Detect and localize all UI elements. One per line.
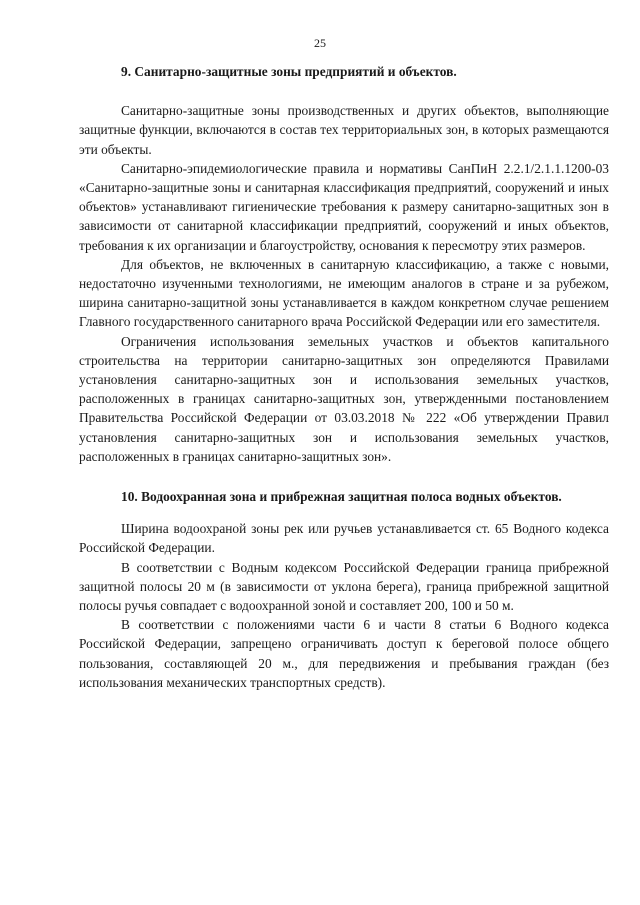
document-body (79, 62, 609, 692)
paragraph: Ограничения использования земельных участков и объектов капитального строительства на территории санитарно-защитных зон определяются Правилами установления санитарно-защитных зон и использования земельных участков, расположенных в границах санитарно-защитных зон, утвержденными постановлением Правительства Российской Федерации от 03.03.2018 № 222 «Об утверждении Правил установления санитарно-защитных зон и использования земельных участков, расположенных в границах санитарно-защитных зон». (79, 333, 609, 464)
section-heading: 9. Санитарно-защитные зоны предприятий и объектов. (121, 64, 457, 79)
section-water-protection-zone (79, 487, 609, 692)
page-number: 25 (314, 36, 326, 50)
paragraph: Санитарно-эпидемиологические правила и нормативы СанПиН 2.2.1/2.1.1.1200-03 «Санитарно-защитные зоны и санитарная классификация предприятий, сооружений и иных объектов» устанавливают гигиенические требования к размеру санитарно-защитных зон в зависимости от санитарной классификации предприятий, сооружений и иных объектов, требования к их организации и благоустройству, основания к пересмотру этих размеров. (79, 160, 609, 253)
paragraph: В соответствии с положениями части 6 и части 8 статьи 6 Водного кодекса Российской Федерации, запрещено ограничивать доступ к береговой полосе общего пользования, составляющей 20 м., для передвижения и пребывания граждан (без использования механических транспортных средств). (79, 617, 609, 690)
paragraph: Для объектов, не включенных в санитарную классификацию, а также с новыми, недостаточно изученными технологиями, не имеющим аналогов в стране и за рубежом, ширина санитарно-защитной зоны устанавливается в каждом конкретном случае решением Главного государственного санитарного врача Российской Федерации или его заместителя. (79, 256, 609, 330)
paragraph: Ширина водоохраной зоны рек или ручьев устанавливается ст. 65 Водного кодекса Российской Федерации. (79, 521, 609, 556)
section-sanitary-zones (79, 62, 609, 466)
paragraph: Санитарно-защитные зоны производственных и других объектов, выполняющие защитные функции, включаются в состав тех территориальных зон, в которых размещаются эти объекты. (79, 103, 609, 157)
section-heading: 10. Водоохранная зона и прибрежная защитная полоса водных объектов. (121, 489, 562, 505)
paragraph: В соответствии с Водным кодексом Российской Федерации граница прибрежной защитной полосы 20 м (в зависимости от уклона берега), граница прибрежной защитной полосы ручья совпадает с водоохранной зоной и составляет 200, 100 и 50 м. (79, 559, 609, 614)
